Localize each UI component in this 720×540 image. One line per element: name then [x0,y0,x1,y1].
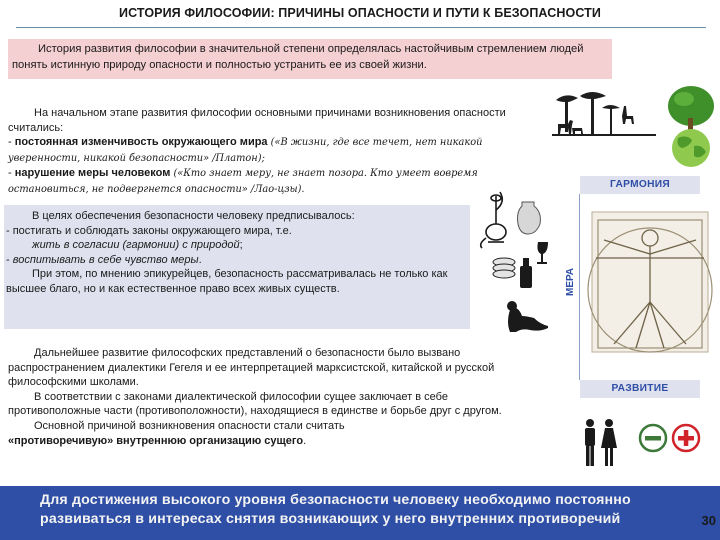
earth-tree-icon [664,84,718,168]
cause-1-bold: постоянная изменчивость окружающего мира [14,136,268,149]
savanna-trees-icon [552,84,656,154]
vitruvian-man-icon [584,198,716,370]
page-number: 30 [701,513,716,528]
man-woman-icon [580,418,620,468]
punct: . [198,253,202,266]
prescription-1: - постигать и соблюдать законы окружающего мира, т.е. [6,224,292,237]
vices-illustration [474,190,554,340]
minus-icon [640,425,666,451]
reclining-woman-icon [507,301,548,332]
cause-1-quote: («В жизни, где все течет, нет никакой уверенности, никакой безопасности» /Платон); [8,137,483,164]
prescription-1-italic: жить в согласии (гармонии) с природой [32,239,240,252]
title-underline [16,27,706,28]
prescriptions-block [4,205,470,329]
harmony-label: ГАРМОНИЯ [580,176,700,194]
conclusion-text: Для достижения высокого уровня безопасности человеку необходимо постоянно развиваться в интересах снятия возникающих у него внутренних противоречий [40,492,631,527]
cause-2-bold: нарушение меры человеком [14,167,171,180]
dialectics-block [8,346,534,448]
prescription-2-italic: воспитывать в себе чувство меры [12,253,199,266]
minus-plus-icons [638,422,702,454]
causes-intro: На начальном этапе развития философии основными причинами возникновения опасности считались: [8,107,506,134]
dialectics-p2: В соответствии с законами диалектической философии сущее заключает в себе противоположные части (противоположности), находящиеся в единстве и борьбе друг с другом. [8,390,502,418]
development-label: РАЗВИТИЕ [580,380,700,398]
prescriptions-intro: В целях обеспечения безопасности человеку предписывалось: [32,210,355,222]
dialectics-p1: Дальнейшее развитие философских представлений о безопасности было вызвано распространением диалектики Гегеля и ее интерпретацией марксистской, китайской и русской философскими школами. [8,347,495,389]
jug-icon [518,202,541,234]
plus-icon [673,425,699,451]
epicurean-note: При этом, по мнению эпикурейцев, безопасность рассматривалась не только как высшее благо, но и как естественное право всех живых существ. [6,268,448,295]
measure-label: МЕРА [565,268,576,297]
intro-text: История развития философии в значительной степени определялась настойчивым стремлением людей понять истинную природу опасности и полностью устранить ее из своей жизни. [12,43,584,71]
bullet-dash: - [8,167,15,180]
wine-glass-icon [537,242,548,264]
page-title: ИСТОРИЯ ФИЛОСОФИИ: ПРИЧИНЫ ОПАСНОСТИ И ПУТИ К БЕЗОПАСНОСТИ [119,6,601,20]
bullet-dash: - [6,253,13,266]
causes-block [8,106,518,198]
column-divider [579,194,580,380]
coins-icon [493,258,515,278]
punct: ; [239,239,243,252]
dialectics-p3: Основной причиной возникновения опасности стали считать [34,419,345,432]
bottle-icon [520,258,532,288]
intro-band [8,39,612,79]
dialectics-p3-bold: «противоречивую» внутреннюю организацию сущего [8,434,304,447]
cause-2-quote: («Кто знает меру, не знает позора. Кто умеет вовремя остановиться, не подвергнется опасности» /Лао-цзы). [8,168,478,195]
punct: . [303,434,307,447]
bullet-dash: - [8,136,15,149]
hookah-icon [481,192,506,248]
